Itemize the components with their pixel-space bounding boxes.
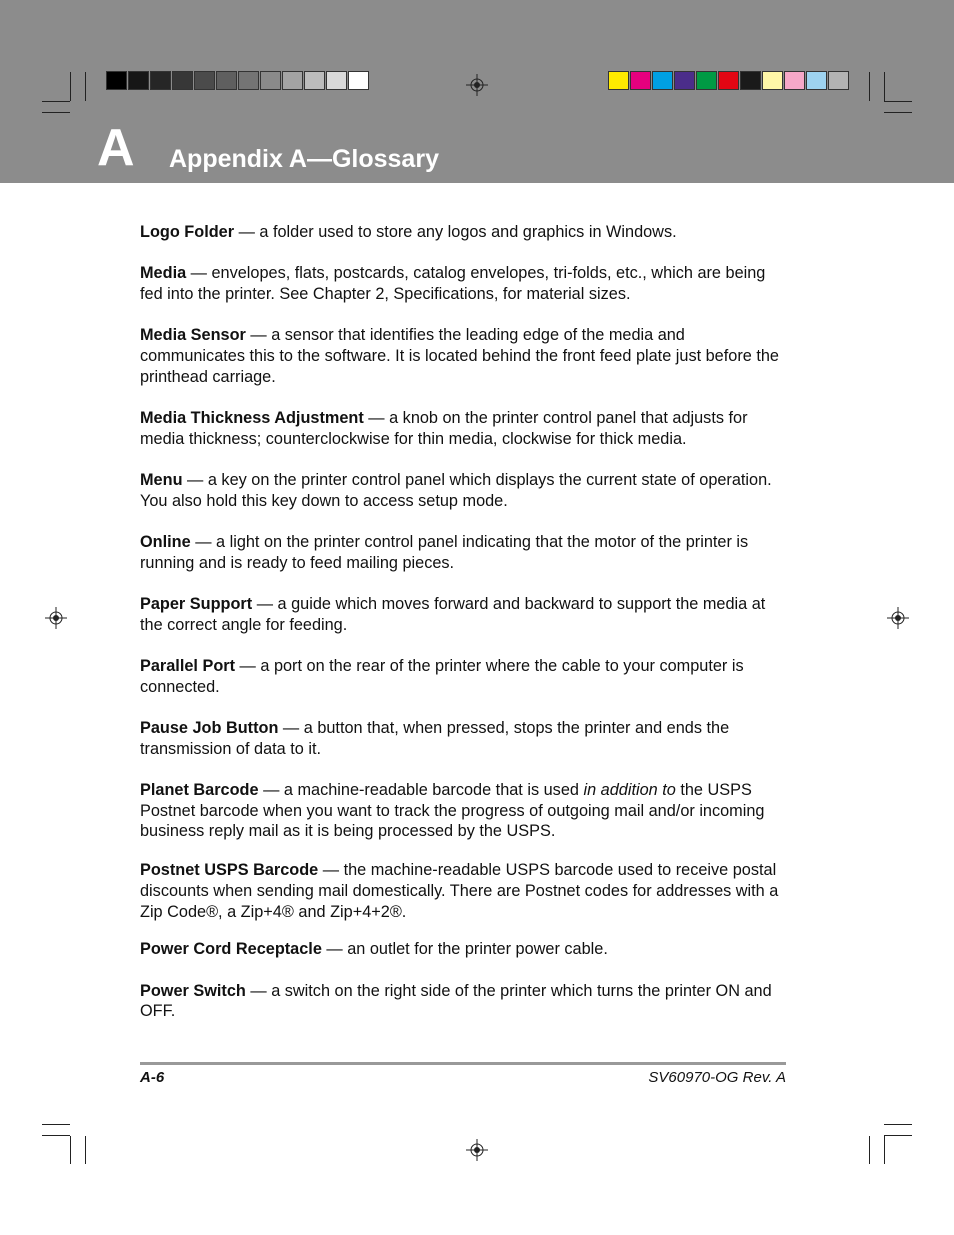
glossary-definition: — a button that, when pressed, stops the printer and ends the transmission of data to it. (140, 719, 730, 758)
glossary-definition: — a knob on the printer control panel that adjusts for media thickness; counterclockwise for thin media, clockwise for thick media. (140, 409, 748, 448)
glossary-definition: — an outlet for the printer power cable. (321, 940, 608, 959)
color-swatch (828, 71, 849, 90)
color-swatch (304, 71, 325, 90)
glossary-definition: — a machine-readable barcode that is used (258, 781, 584, 799)
color-swatch (348, 71, 369, 90)
color-swatch (762, 71, 783, 90)
glossary-entry (140, 939, 790, 960)
glossary-definition: — envelopes, flats, postcards, catalog envelopes, tri-folds, etc., which are being fed into the printer. See Chapter 2, Specifications, for material sizes. (140, 264, 766, 303)
glossary-term: Online (140, 533, 191, 551)
color-swatch (806, 71, 827, 90)
glossary-entry (140, 408, 790, 449)
glossary-term: Postnet USPS Barcode (140, 861, 319, 880)
registration-mark-bottom-icon (466, 1139, 488, 1161)
glossary-entries (140, 222, 790, 1022)
glossary-entry (140, 981, 790, 1022)
color-swatch (718, 71, 739, 90)
registration-mark-top-icon (466, 74, 488, 96)
glossary-definition: — a sensor that identifies the leading edge of the media and communicates this to the software. It is located behind the front feed plate just before the printhead carriage. (140, 326, 779, 386)
color-swatch (784, 71, 805, 90)
color-swatch (238, 71, 259, 90)
glossary-definition: — a port on the rear of the printer where the cable to your computer is connected. (140, 657, 744, 696)
glossary-term: Power Switch (140, 981, 246, 1000)
footer-rule (140, 1062, 786, 1065)
glossary-term: Menu (140, 471, 183, 489)
glossary-term: Media Thickness Adjustment (140, 409, 364, 427)
registration-mark-left-icon (45, 607, 67, 629)
glossary-entry (140, 594, 790, 635)
color-swatch (740, 71, 761, 90)
glossary-entry (140, 263, 790, 304)
color-swatch (326, 71, 347, 90)
page-number: A-6 (140, 1069, 165, 1086)
color-swatch (128, 71, 149, 90)
color-swatch (630, 71, 651, 90)
appendix-letter: A (97, 119, 135, 177)
color-swatch (216, 71, 237, 90)
glossary-definition: — a guide which moves forward and backward to support the media at the correct angle for feeding. (140, 595, 766, 634)
color-swatch (194, 71, 215, 90)
glossary-definition: — the machine-readable USPS barcode used to receive postal discounts when sending mail domestically. There are Postnet codes for addresses with a Zip Code®, a Zip+4® and Zip+4+2®. (140, 861, 779, 921)
glossary-term: Paper Support (140, 595, 253, 613)
color-swatch (652, 71, 673, 90)
glossary-entry (140, 325, 790, 387)
color-swatch (674, 71, 695, 90)
color-swatch (150, 71, 171, 90)
color-swatch (608, 71, 629, 90)
glossary-entry (140, 860, 790, 922)
glossary-term: Media Sensor (140, 326, 246, 345)
glossary-entry (140, 780, 790, 842)
glossary-entry (140, 718, 790, 759)
glossary-term: Parallel Port (140, 657, 236, 675)
color-swatch (172, 71, 193, 90)
registration-mark-right-icon (887, 607, 909, 629)
color-swatch (260, 71, 281, 90)
glossary-entry (140, 470, 790, 511)
color-swatch (696, 71, 717, 90)
glossary-term: Pause Job Button (140, 719, 279, 737)
glossary-definition: — a light on the printer control panel indicating that the motor of the printer is running and is ready to feed mailing pieces. (140, 533, 749, 572)
page-title: Appendix A—Glossary (169, 145, 439, 173)
color-swatch (106, 71, 127, 90)
glossary-entry (140, 222, 790, 243)
glossary-emphasis: in addition to (583, 781, 676, 799)
glossary-definition: — a switch on the right side of the printer which turns the printer ON and OFF. (140, 981, 772, 1021)
glossary-definition: — a folder used to store any logos and graphics in Windows. (234, 223, 677, 241)
glossary-term: Media (140, 264, 187, 283)
glossary-term: Planet Barcode (140, 781, 259, 799)
glossary-term: Power Cord Receptacle (140, 940, 322, 959)
glossary-term: Logo Folder (140, 223, 235, 241)
glossary-definition-cont: the USPS Postnet barcode when you want to track the progress of outgoing mail and/or incoming business reply mail as it is being processed by the USPS. (140, 781, 765, 841)
document-id: SV60970-OG Rev. A (648, 1069, 786, 1086)
glossary-entry (140, 656, 790, 697)
glossary-entry (140, 532, 790, 573)
glossary-definition: — a key on the printer control panel which displays the current state of operation. You also hold this key down to access setup mode. (140, 471, 772, 510)
color-swatch (282, 71, 303, 90)
